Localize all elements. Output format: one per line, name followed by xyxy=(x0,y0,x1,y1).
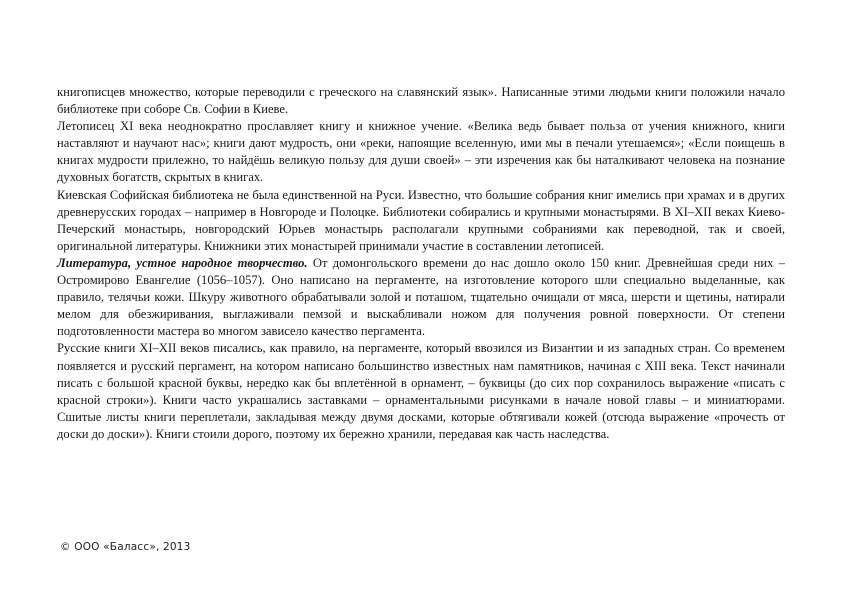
paragraph-3-text: Киевская Софийская библиотека не была единственной на Руси. Известно, что большие собрания книг имелись при храмах и в других древнерусских городах – например в Новгороде и Полоцке. Библиотеки собирались и крупными монастырями. В XI–XII веках Киево-Печерский монастырь, новгородский Юрьев монастырь располагали крупными собраниями как переводной, так и своей, оригинальной литературы. Книжники этих монастырей принимали участие в составлении летописей. xyxy=(57,187,785,253)
paragraph-1 xyxy=(57,84,785,118)
paragraph-5 xyxy=(57,340,785,443)
section-heading-literature: Литература, устное народное творчество. xyxy=(57,255,308,270)
paragraph-4-text: От домонгольского времени до нас дошло около 150 книг. Древнейшая среди них – Остромирово Евангелие (1056–1057). Оно написано на пергаменте, на изготовление которого шли специально выделанные, как правило, телячьи кожи. Шкуру животного обрабатывали золой и поташом, тщательно очищали от мяса, шерсти и щетины, натирали мелом для обезжиривания, выглаживали пемзой и выскабливали ножом для получения ровной поверхности. От степени подготовленности мастера во многом зависело качество пергамента. xyxy=(57,255,785,339)
paragraph-5-text: Русские книги XI–XII веков писались, как правило, на пергаменте, который ввозился из Византии и из западных стран. Со временем появляется и русский пергамент, на котором написано большинство известных нам памятников, начиная с XIII века. Текст начинали писать с большой красной буквы, нередко как бы вплетённой в орнамент, – буквицы (до сих пор сохранилось выражение «писать с красной строки»). Книги часто украшались заставками – орнаментальными рисунками в начале новой главы – и миниатюрами. Сшитые листы книги переплетали, закладывая между двумя досками, которые обтягивали кожей (отсюда выражение «прочесть от доски до доски»). Книги стоили дорого, поэтому их бережно хранили, передавая как часть наследства. xyxy=(57,341,785,441)
document-body xyxy=(57,84,785,443)
copyright-footer: © ООО «Баласс», 2013 xyxy=(60,541,191,553)
paragraph-1-text: книгописцев множество, которые переводили с греческого на славянский язык». Написанные этими людьми книги положили начало библиотеке при соборе Св. Софии в Киеве. xyxy=(57,85,785,117)
paragraph-2 xyxy=(57,118,785,186)
paragraph-4 xyxy=(57,255,785,340)
paragraph-2-text: Летописец XI века неоднократно прославляет книгу и книжное учение. «Велика ведь бывает польза от учения книжного, книги наставляют и научают нас»; книги дают мудрость, они «реки, напоящие вселенную, ими мы в печали утешаемся»; «Если поищешь в книгах мудрости прилежно, то найдёшь великую пользу для души своей» – эти изречения как бы наталкивают человека на познание духовных богатств, скрытых в книгах. xyxy=(57,119,785,185)
paragraph-3 xyxy=(57,187,785,255)
